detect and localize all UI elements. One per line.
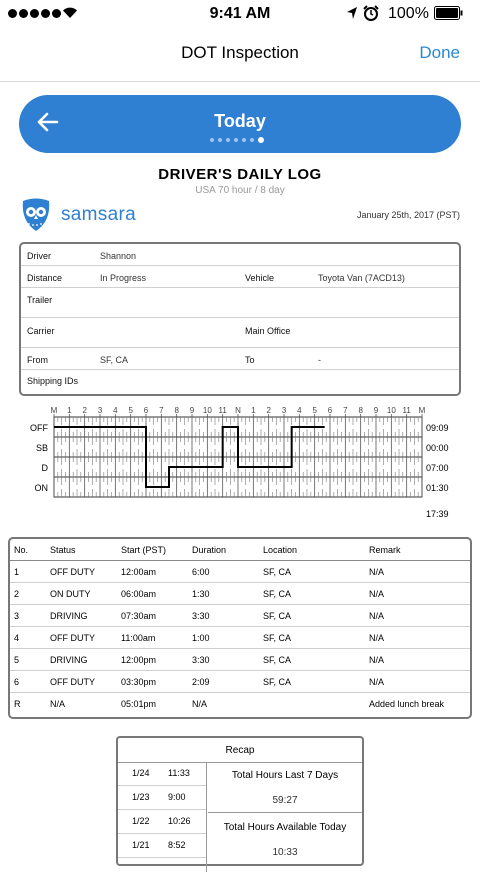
event-duration: 2:09: [192, 677, 210, 687]
event-start: 05:01pm: [121, 699, 157, 709]
recap-title: Recap: [225, 745, 255, 756]
event-duration: 3:30: [192, 655, 210, 665]
alarm-clock-icon: [363, 5, 379, 21]
info-row-shipping: [21, 370, 459, 394]
last-7-days-value: 59:27: [272, 795, 298, 806]
event-start: 12:00am: [121, 567, 157, 577]
page-dot: [242, 138, 246, 142]
table-row: [10, 583, 470, 605]
brand-name: samsara: [61, 204, 136, 225]
carrier-label: Carrier: [27, 326, 55, 336]
shipping-ids-label: Shipping IDs: [27, 376, 79, 386]
event-location: SF, CA: [263, 633, 292, 643]
event-remark: N/A: [369, 589, 385, 599]
event-start: 06:00am: [121, 589, 157, 599]
event-start: 12:00pm: [121, 655, 157, 665]
hour-tick-label: 11: [218, 406, 227, 415]
recap-date: 1/23: [132, 792, 150, 802]
status-time: 9:41 AM: [209, 5, 271, 22]
event-duration: N/A: [192, 699, 208, 709]
hour-tick-label: 1: [67, 406, 72, 415]
day-selector: [19, 95, 461, 153]
event-status: DRIVING: [50, 611, 88, 621]
event-status: DRIVING: [50, 655, 88, 665]
event-status: OFF DUTY: [50, 567, 95, 577]
recap-daily-hours: [118, 762, 207, 872]
distance-value: In Progress: [100, 273, 147, 283]
event-remark: N/A: [369, 611, 385, 621]
table-row: [10, 627, 470, 649]
grand-total: 17:39: [426, 509, 449, 519]
hour-tick-label: 6: [327, 406, 333, 415]
event-number: R: [14, 699, 21, 709]
document-title: DRIVER'S DAILY LOG: [158, 166, 322, 183]
from-label: From: [27, 355, 48, 365]
available-today-block: [208, 822, 362, 858]
column-header: Start (PST): [121, 545, 167, 555]
event-number: 2: [14, 589, 20, 599]
table-row: [10, 693, 470, 715]
table-row: [10, 605, 470, 627]
event-remark: N/A: [369, 677, 385, 687]
last-7-days-block: [208, 770, 362, 806]
table-row: [10, 561, 470, 583]
event-start: 07:30am: [121, 611, 157, 621]
hour-tick-label: N: [235, 406, 241, 415]
page-dot: [258, 137, 264, 143]
recap-totals: [208, 762, 362, 872]
document-subtitle: USA 70 hour / 8 day: [195, 185, 285, 196]
info-row-carrier: [21, 318, 459, 348]
event-duration: 1:00: [192, 633, 210, 643]
hour-tick-label: M: [418, 406, 426, 415]
event-remark: N/A: [369, 567, 385, 577]
to-value: -: [318, 355, 321, 365]
main-office-label: Main Office: [245, 326, 291, 336]
column-header: Location: [263, 545, 298, 555]
hour-tick-label: 7: [343, 406, 348, 415]
hour-tick-label: 5: [128, 406, 133, 415]
duty-status-graph: [14, 402, 466, 519]
event-status: OFF DUTY: [50, 633, 95, 643]
event-number: 4: [14, 633, 20, 643]
hour-tick-label: 10: [202, 406, 212, 415]
hour-tick-label: 8: [358, 406, 363, 415]
done-button[interactable]: Done: [419, 43, 460, 62]
recap-hours: 10:26: [168, 816, 191, 826]
driver-value: Shannon: [100, 251, 137, 261]
events-table: [8, 537, 472, 719]
samsara-logo: [19, 197, 136, 233]
event-status: ON DUTY: [50, 589, 91, 599]
battery-icon: [434, 6, 464, 20]
row-total: 00:00: [426, 443, 449, 453]
hour-tick-label: M: [50, 406, 58, 415]
hour-tick-label: 4: [113, 406, 118, 415]
recap-day-row: [118, 810, 206, 834]
recap-day-row: [118, 762, 206, 786]
recap-day-row: [118, 786, 206, 810]
distance-label: Distance: [27, 273, 63, 283]
document-date: January 25th, 2017 (PST): [356, 210, 460, 220]
recap-hours: 8:52: [168, 840, 186, 850]
event-location: SF, CA: [263, 655, 292, 665]
hour-tick-label: 10: [386, 406, 396, 415]
column-header: Remark: [369, 545, 401, 555]
hour-tick-label: 2: [266, 406, 271, 415]
recap-separator: [208, 812, 362, 813]
column-header: Duration: [192, 545, 227, 555]
info-row-trailer: [21, 288, 459, 318]
event-number: 1: [14, 567, 20, 577]
recap-hours: 11:33: [168, 768, 190, 778]
event-duration: 6:00: [192, 567, 210, 577]
event-location: SF, CA: [263, 589, 292, 599]
row-total: 01:30: [426, 483, 449, 493]
hour-tick-label: 7: [159, 406, 164, 415]
table-row: [10, 671, 470, 693]
hour-tick-label: 5: [312, 406, 317, 415]
from-value: SF, CA: [100, 355, 129, 365]
event-number: 3: [14, 611, 20, 621]
event-remark: Added lunch break: [369, 699, 445, 709]
event-location: SF, CA: [263, 677, 292, 687]
page-dot: [218, 138, 222, 142]
recap-table: [116, 736, 364, 866]
table-row: [10, 649, 470, 671]
event-location: SF, CA: [263, 567, 292, 577]
event-duration: 1:30: [192, 589, 210, 599]
event-location: SF, CA: [263, 611, 292, 621]
hour-tick-label: 9: [373, 406, 379, 415]
info-row-from: [21, 348, 459, 370]
events-header-row: [10, 539, 470, 561]
hour-tick-label: 11: [402, 406, 411, 415]
location-arrow-icon: [346, 6, 358, 20]
event-status: OFF DUTY: [50, 677, 95, 687]
event-number: 6: [14, 677, 20, 687]
day-label: Today: [214, 111, 266, 131]
hour-tick-label: 4: [297, 406, 302, 415]
vehicle-value: Toyota Van (7ACD13): [318, 273, 405, 283]
page-title: DOT Inspection: [181, 43, 299, 62]
recap-date: 1/22: [132, 816, 150, 826]
status-row-label: D: [41, 463, 48, 473]
trailer-label: Trailer: [27, 295, 53, 305]
status-row-label: ON: [34, 483, 48, 493]
page-dot: [250, 138, 254, 142]
status-row-label: OFF: [30, 423, 48, 433]
recap-hours: 9:00: [168, 792, 186, 802]
available-today-label: Total Hours Available Today: [223, 822, 347, 833]
battery-percentage: 100%: [388, 5, 429, 22]
hour-tick-label: 8: [174, 406, 179, 415]
to-label: To: [245, 355, 255, 365]
page-dot: [234, 138, 238, 142]
page-dot: [210, 138, 214, 142]
column-header: No.: [14, 545, 29, 555]
hour-tick-label: 1: [251, 406, 256, 415]
info-row-distance: [21, 266, 459, 288]
hour-tick-label: 6: [143, 406, 149, 415]
info-row-driver: [21, 244, 459, 266]
hour-tick-label: 3: [97, 406, 103, 415]
hour-tick-label: 9: [189, 406, 195, 415]
driver-info-table: [19, 242, 461, 396]
event-duration: 3:30: [192, 611, 210, 621]
owl-logo-icon: [19, 197, 53, 233]
driver-label: Driver: [27, 251, 51, 261]
event-start: 03:30pm: [121, 677, 157, 687]
page-indicator: [210, 137, 264, 143]
navigation-bar: [0, 28, 480, 82]
event-remark: N/A: [369, 655, 385, 665]
last-7-days-label: Total Hours Last 7 Days: [231, 770, 339, 781]
recap-date: 1/24: [132, 768, 150, 778]
event-start: 11:00am: [121, 633, 156, 643]
vehicle-label: Vehicle: [245, 273, 275, 283]
column-header: Status: [50, 545, 76, 555]
hour-tick-label: 2: [82, 406, 87, 415]
hour-tick-label: 3: [281, 406, 287, 415]
page-dot: [226, 138, 230, 142]
recap-date: 1/21: [132, 840, 150, 850]
status-row-label: SB: [35, 443, 48, 453]
event-number: 5: [14, 655, 20, 665]
event-remark: N/A: [369, 633, 385, 643]
available-today-value: 10:33: [272, 847, 298, 858]
recap-day-row: [118, 834, 206, 858]
status-bar: [0, 0, 480, 28]
row-total: 09:09: [426, 423, 449, 433]
row-total: 07:00: [426, 463, 449, 473]
event-status: N/A: [50, 699, 66, 709]
